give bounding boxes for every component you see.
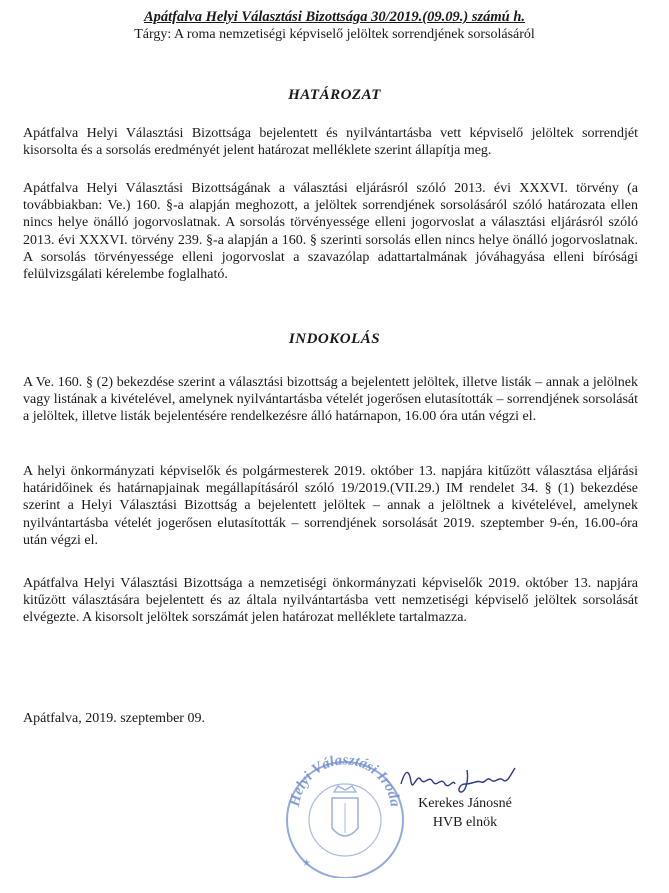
official-stamp-icon — [280, 748, 410, 878]
justification-paragraph-3: Apátfalva Helyi Választási Bizottsága a nemzetiségi önkormányzati képviselők 2019. október 13. napjára kitűzött választására bejelentett és az általa nyilvántartásba vett nemzetiségi képviselő jelöltek sorsolását elvégezte. A kisorsolt jelöltek sorszámát jelen határozat melléklete tartalmazza. — [23, 576, 638, 626]
document-title-text: Apátfalva Helyi Választási Bizottsága 30/2019.(09.09.) számú h. — [143, 9, 526, 25]
document-title — [0, 9, 669, 26]
resolution-heading: HATÁROZAT — [288, 87, 381, 103]
resolution-paragraph-2: Apátfalva Helyi Választási Bizottságának a választási eljárásról szóló 2013. évi XXXVI. törvény (a továbbiakban: Ve.) 160. §-a alapján meghozott, a jelöltek sorrendjének sorsolásáról szóló határozata ellen nincs helye önálló jogorvoslatnak. A sorsolás törvényessége elleni jogorvoslat a választási eljárásról szóló 2013. évi XXXVI. törvény 239. §-a alapján a 160. § szerinti sorsolás ellen nincs helye önálló jogorvoslatnak. A sorsolás törvényessége elleni jogorvoslat a szavazólap adattartalmának jóváhagyása elleni bírósági felülvizsgálati kérelembe foglalható. — [23, 181, 638, 283]
resolution-paragraph-1: Apátfalva Helyi Választási Bizottsága bejelentett és nyilvántartásba vett képviselő jelöltek sorrendjét kisorsolta és a sorsolás eredményét jelent határozat melléklete szerint állapítja meg. — [23, 126, 638, 159]
document-date: Apátfalva, 2019. szeptember 09. — [23, 711, 205, 726]
signer-role: HVB elnök — [432, 815, 498, 830]
svg-text:Helyi Választási Iroda: Helyi Választási Iroda — [286, 752, 403, 808]
justification-paragraph-2: A helyi önkormányzati képviselők és polgármesterek 2019. október 13. napjára kitűzött választása eljárási határidőinek és határnapjainak megállapításáról szóló 19/2019.(VII.29.) IM rendelet 34. § (1) bekezdése szerint a Helyi Választási Bizottság a bejelentett jelöltek – annak a jelöltnek a kivételével, amelynek nyilvántartásba vételét jogerősen elutasították – sorrendjének sorsolását 2019. szeptember 9-én, 16.00-óra után végzi el. — [23, 464, 638, 548]
document-subject: Tárgy: A roma nemzetiségi képviselő jelöltek sorrendjének sorsolásáról — [134, 27, 535, 42]
svg-text:★: ★ — [302, 858, 311, 869]
signer-name: Kerekes Jánosné — [418, 796, 512, 811]
justification-paragraph-1: A Ve. 160. § (2) bekezdése szerint a választási bizottság a bejelentett jelöltek, illetve listák – annak a jelölnek vagy listának a kivételével, amelynek nyilvántartásba vételét jogerősen elutasították – sorrendjének sorsolását a jelöltek, illetve listák bejelentésére rendelkezésre álló határnapon, 16.00 óra után végzi el. — [23, 375, 639, 425]
justification-heading: INDOKOLÁS — [288, 331, 381, 347]
